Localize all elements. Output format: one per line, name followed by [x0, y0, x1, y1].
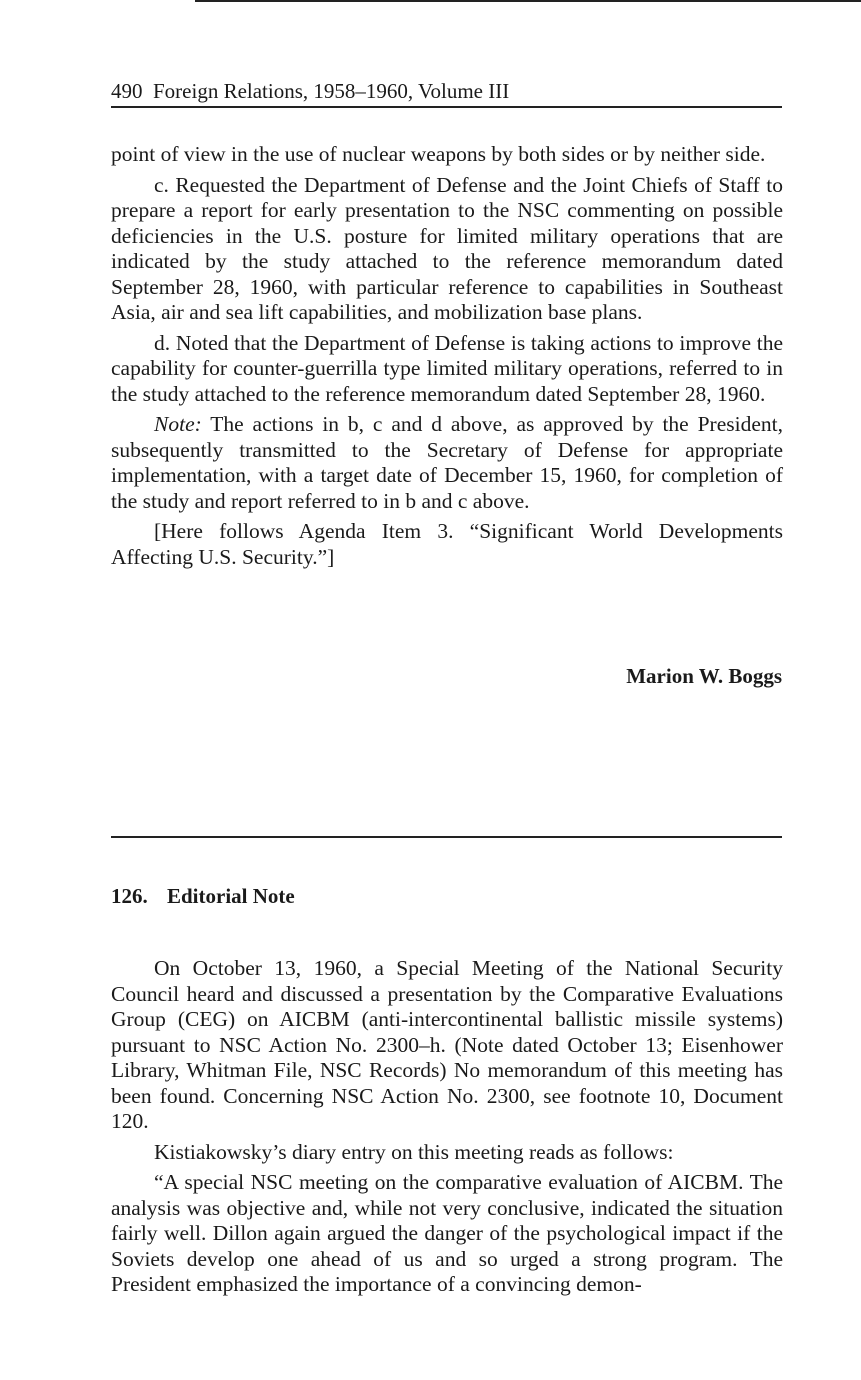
editorial-note-body — [111, 956, 783, 1303]
note-text: The actions in b, c and d above, as approved by the President, subsequently transmitted to the Secretary of Defense for appropriate implementation, with a target date of December 15, 1960, for completion of the study and report referred to in b and c above. — [111, 412, 783, 513]
paragraph: c. Requested the Department of Defense and the Joint Chiefs of Staff to prepare a report for early presentation to the NSC commenting on possible deficiencies in the U.S. posture for limited military operations that are indicated by the study attached to the reference memorandum dated September 28, 1960, with particular reference to capabilities in Southeast Asia, air and sea lift capabilities, and mobilization base plans. — [111, 172, 783, 324]
top-edge-rule — [195, 0, 861, 2]
running-header — [111, 78, 782, 104]
section-title: Editorial Note — [167, 884, 295, 908]
note-label: Note: — [154, 412, 202, 436]
section-number: 126. — [111, 884, 148, 908]
paragraph: “A special NSC meeting on the comparative evaluation of AICBM. The analysis was objective and, while not very conclusive, indicated the situation fairly well. Dillon again argued the danger of the psychological impact if the Soviets develop one ahead of us and so urged a strong program. The President emphasized the importance of a convincing demon- — [111, 1170, 783, 1296]
section-heading — [111, 884, 295, 909]
header-rule — [111, 106, 782, 108]
paragraph: On October 13, 1960, a Special Meeting of the National Security Council heard and discussed a presentation by the Comparative Evaluations Group (CEG) on AICBM (anti-intercontinental ballistic missile systems) pursuant to NSC Action No. 2300–h. (Note dated October 13; Eisenhower Library, Whitman File, NSC Records) No memorandum of this meeting has been found. Concerning NSC Action No. 2300, see footnote 10, Document 120. — [111, 956, 783, 1133]
paragraph: Kistiakowsky’s diary entry on this meeting reads as follows: — [154, 1139, 674, 1164]
signature: Marion W. Boggs — [626, 664, 782, 688]
page-number: 490 — [111, 79, 143, 103]
paragraph: [Here follows Agenda Item 3. “Significant World Developments Affecting U.S. Security.”] — [111, 519, 783, 569]
section-divider — [111, 836, 782, 838]
continued-section-body — [111, 142, 783, 575]
running-title: Foreign Relations, 1958–1960, Volume III — [153, 79, 510, 103]
paragraph: point of view in the use of nuclear weapons by both sides or by neither side. — [111, 142, 766, 166]
paragraph: d. Noted that the Department of Defense is taking actions to improve the capability for counter-guerrilla type limited military operations, referred to in the study attached to the reference memorandum dated September 28, 1960. — [111, 330, 783, 406]
note-paragraph — [111, 412, 783, 514]
